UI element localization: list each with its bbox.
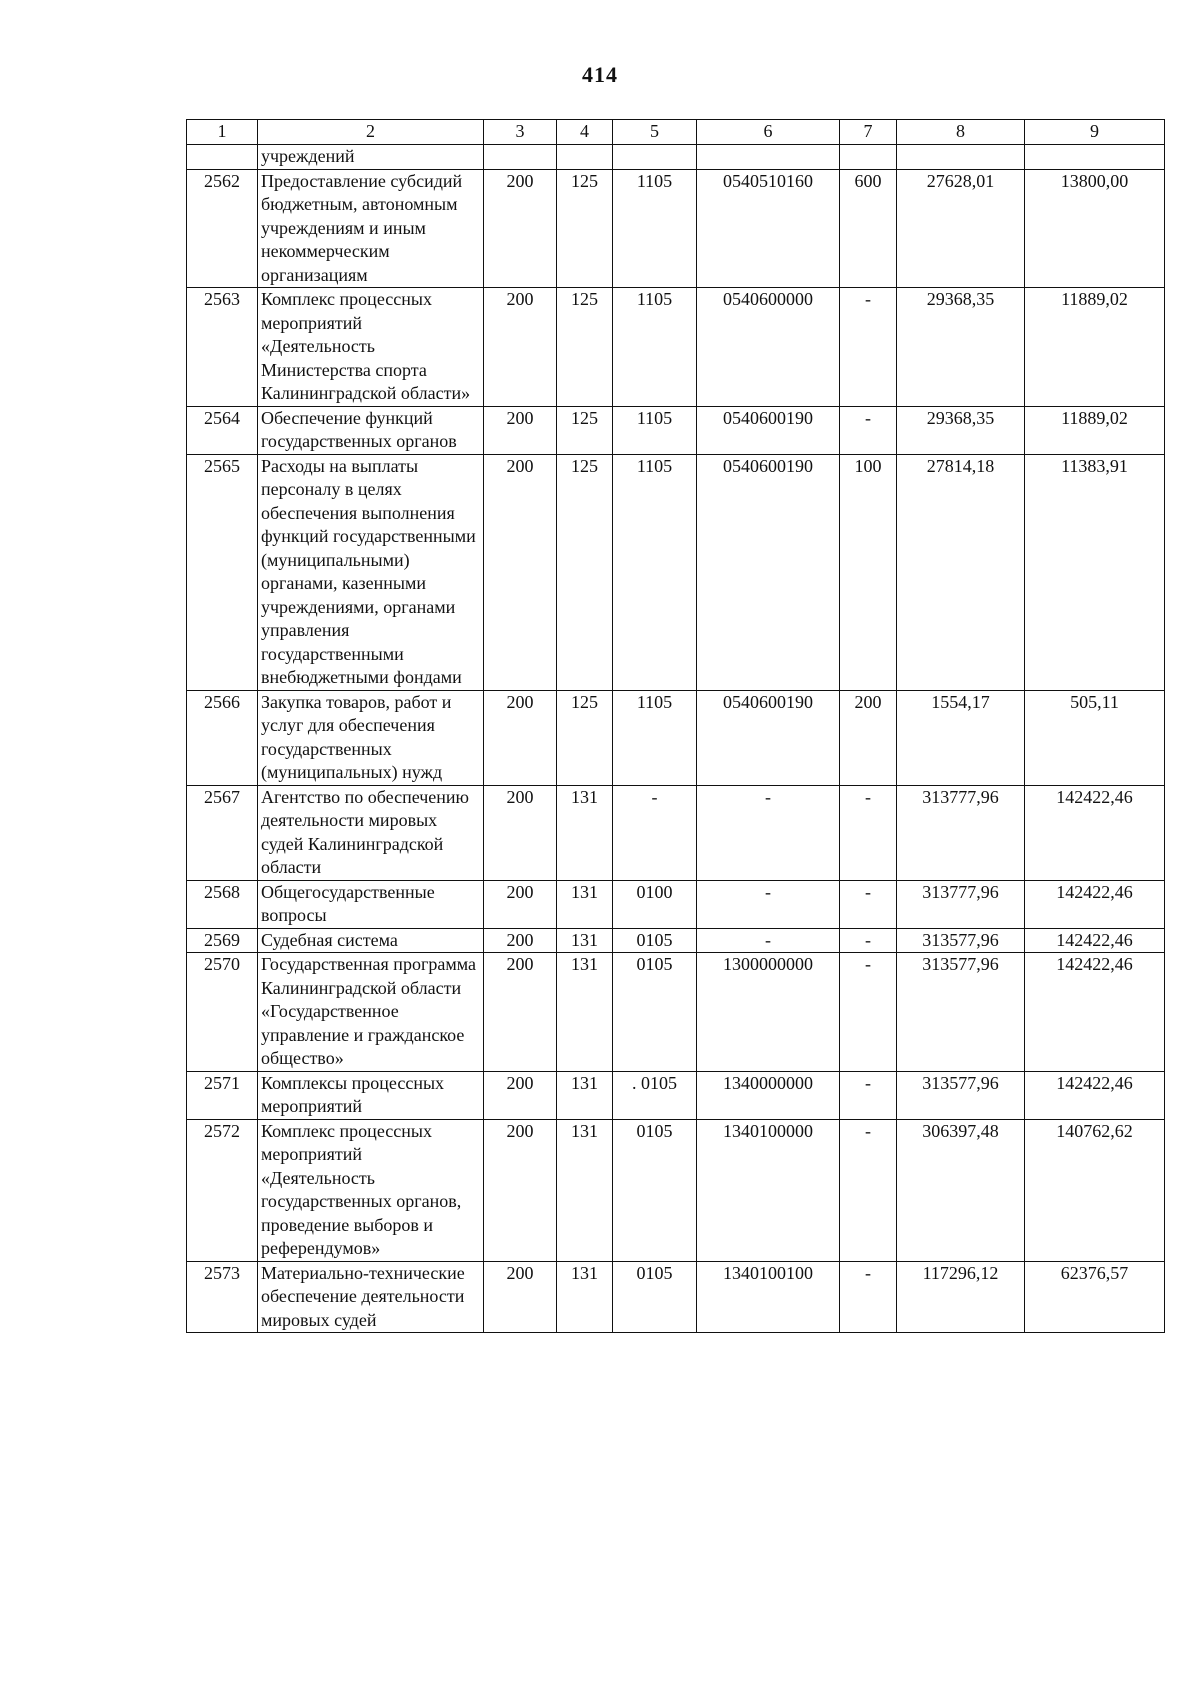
amount-plan-cell: 1554,17	[897, 690, 1025, 785]
section-code-cell: 0105	[613, 1119, 697, 1261]
expense-type-cell: -	[840, 880, 897, 928]
department-code-cell: 125	[557, 454, 613, 690]
row-name-cell: Комплекс процессных мероприятий «Деятельность государственных органов, проведение выборов и референдумов»	[258, 1119, 484, 1261]
amount-plan-cell: 117296,12	[897, 1261, 1025, 1333]
row-name-cell: Материально-технические обеспечение деятельности мировых судей	[258, 1261, 484, 1333]
admin-code-cell: 200	[484, 690, 557, 785]
admin-code-cell: 200	[484, 785, 557, 880]
section-code-cell: . 0105	[613, 1071, 697, 1119]
expense-type-cell: -	[840, 406, 897, 454]
table-row	[187, 785, 1165, 880]
admin-code-cell: 200	[484, 1119, 557, 1261]
row-number-cell: 2564	[187, 406, 258, 454]
department-code-cell: 131	[557, 1071, 613, 1119]
amount-actual-cell: 13800,00	[1025, 169, 1165, 288]
header-cell: 2	[258, 120, 484, 145]
expense-type-cell: -	[840, 1071, 897, 1119]
amount-plan-cell: 306397,48	[897, 1119, 1025, 1261]
amount-plan-cell: 29368,35	[897, 406, 1025, 454]
row-number-cell	[187, 145, 258, 170]
department-code-cell: 125	[557, 288, 613, 407]
empty-cell	[484, 145, 557, 170]
empty-cell	[557, 145, 613, 170]
amount-plan-cell: 313577,96	[897, 1071, 1025, 1119]
row-name-cell: Обеспечение функций государственных органов	[258, 406, 484, 454]
budget-table	[186, 119, 1165, 1333]
row-name-cell: Комплексы процессных мероприятий	[258, 1071, 484, 1119]
row-name-cell: Государственная программа Калининградской области «Государственное управление и гражданское общество»	[258, 953, 484, 1072]
target-article-cell: 0540510160	[697, 169, 840, 288]
admin-code-cell: 200	[484, 288, 557, 407]
table-row	[187, 880, 1165, 928]
section-code-cell: 0105	[613, 928, 697, 953]
target-article-cell: 1340100100	[697, 1261, 840, 1333]
table-row	[187, 690, 1165, 785]
row-number-cell: 2563	[187, 288, 258, 407]
amount-actual-cell: 11889,02	[1025, 406, 1165, 454]
admin-code-cell: 200	[484, 928, 557, 953]
expense-type-cell: 200	[840, 690, 897, 785]
admin-code-cell: 200	[484, 953, 557, 1072]
target-article-cell: -	[697, 880, 840, 928]
department-code-cell: 131	[557, 1261, 613, 1333]
admin-code-cell: 200	[484, 169, 557, 288]
table-row	[187, 1119, 1165, 1261]
table-row	[187, 928, 1165, 953]
amount-plan-cell: 313577,96	[897, 928, 1025, 953]
amount-plan-cell: 27628,01	[897, 169, 1025, 288]
table-row	[187, 406, 1165, 454]
row-number-cell: 2569	[187, 928, 258, 953]
row-number-cell: 2573	[187, 1261, 258, 1333]
amount-actual-cell: 62376,57	[1025, 1261, 1165, 1333]
target-article-cell: 0540600000	[697, 288, 840, 407]
section-code-cell: -	[613, 785, 697, 880]
section-code-cell: 0105	[613, 1261, 697, 1333]
page-number: 414	[582, 62, 618, 87]
row-number-cell: 2566	[187, 690, 258, 785]
expense-type-cell: -	[840, 1119, 897, 1261]
table-row	[187, 169, 1165, 288]
amount-plan-cell: 313577,96	[897, 953, 1025, 1072]
header-cell: 5	[613, 120, 697, 145]
row-name-cell: учреждений	[258, 145, 484, 170]
target-article-cell: 0540600190	[697, 406, 840, 454]
table-row	[187, 454, 1165, 690]
empty-cell	[697, 145, 840, 170]
row-number-cell: 2568	[187, 880, 258, 928]
table-row	[187, 953, 1165, 1072]
department-code-cell: 131	[557, 1119, 613, 1261]
row-name-cell: Судебная система	[258, 928, 484, 953]
department-code-cell: 125	[557, 690, 613, 785]
amount-plan-cell: 29368,35	[897, 288, 1025, 407]
target-article-cell: -	[697, 928, 840, 953]
expense-type-cell: -	[840, 785, 897, 880]
amount-plan-cell: 313777,96	[897, 785, 1025, 880]
department-code-cell: 125	[557, 169, 613, 288]
row-number-cell: 2565	[187, 454, 258, 690]
header-cell: 8	[897, 120, 1025, 145]
amount-actual-cell: 142422,46	[1025, 928, 1165, 953]
empty-cell	[840, 145, 897, 170]
empty-cell	[613, 145, 697, 170]
admin-code-cell: 200	[484, 406, 557, 454]
row-name-cell: Комплекс процессных мероприятий «Деятельность Министерства спорта Калининградской области»	[258, 288, 484, 407]
target-article-cell: 0540600190	[697, 690, 840, 785]
amount-actual-cell: 140762,62	[1025, 1119, 1165, 1261]
empty-cell	[897, 145, 1025, 170]
row-name-cell: Закупка товаров, работ и услуг для обеспечения государственных (муниципальных) нужд	[258, 690, 484, 785]
continuation-row	[187, 145, 1165, 170]
row-name-cell: Общегосударственные вопросы	[258, 880, 484, 928]
section-code-cell: 1105	[613, 690, 697, 785]
section-code-cell: 0100	[613, 880, 697, 928]
admin-code-cell: 200	[484, 1261, 557, 1333]
table-row	[187, 1071, 1165, 1119]
department-code-cell: 131	[557, 880, 613, 928]
header-row	[187, 120, 1165, 145]
expense-type-cell: 600	[840, 169, 897, 288]
amount-actual-cell: 142422,46	[1025, 880, 1165, 928]
row-number-cell: 2567	[187, 785, 258, 880]
admin-code-cell: 200	[484, 454, 557, 690]
target-article-cell: 0540600190	[697, 454, 840, 690]
section-code-cell: 1105	[613, 169, 697, 288]
section-code-cell: 0105	[613, 953, 697, 1072]
section-code-cell: 1105	[613, 288, 697, 407]
amount-actual-cell: 142422,46	[1025, 1071, 1165, 1119]
amount-actual-cell: 505,11	[1025, 690, 1165, 785]
header-cell: 6	[697, 120, 840, 145]
amount-actual-cell: 142422,46	[1025, 785, 1165, 880]
row-number-cell: 2562	[187, 169, 258, 288]
row-name-cell: Предоставление субсидий бюджетным, автономным учреждениям и иным некоммерческим организациям	[258, 169, 484, 288]
header-cell: 4	[557, 120, 613, 145]
expense-type-cell: -	[840, 288, 897, 407]
expense-type-cell: -	[840, 928, 897, 953]
row-number-cell: 2571	[187, 1071, 258, 1119]
department-code-cell: 131	[557, 928, 613, 953]
row-number-cell: 2572	[187, 1119, 258, 1261]
target-article-cell: 1300000000	[697, 953, 840, 1072]
amount-actual-cell: 11383,91	[1025, 454, 1165, 690]
target-article-cell: 1340000000	[697, 1071, 840, 1119]
admin-code-cell: 200	[484, 1071, 557, 1119]
expense-type-cell: -	[840, 953, 897, 1072]
row-name-cell: Агентство по обеспечению деятельности мировых судей Калининградской области	[258, 785, 484, 880]
target-article-cell: 1340100000	[697, 1119, 840, 1261]
amount-plan-cell: 313777,96	[897, 880, 1025, 928]
amount-actual-cell: 142422,46	[1025, 953, 1165, 1072]
row-name-cell: Расходы на выплаты персоналу в целях обеспечения выполнения функций государственными (муниципальными) органами, казенными учреждениями, органами управления государственными внебюджетными фондами	[258, 454, 484, 690]
target-article-cell: -	[697, 785, 840, 880]
row-number-cell: 2570	[187, 953, 258, 1072]
header-cell: 7	[840, 120, 897, 145]
section-code-cell: 1105	[613, 454, 697, 690]
header-cell: 1	[187, 120, 258, 145]
amount-plan-cell: 27814,18	[897, 454, 1025, 690]
department-code-cell: 125	[557, 406, 613, 454]
amount-actual-cell: 11889,02	[1025, 288, 1165, 407]
section-code-cell: 1105	[613, 406, 697, 454]
expense-type-cell: 100	[840, 454, 897, 690]
expense-type-cell: -	[840, 1261, 897, 1333]
header-cell: 3	[484, 120, 557, 145]
table-row	[187, 1261, 1165, 1333]
department-code-cell: 131	[557, 953, 613, 1072]
admin-code-cell: 200	[484, 880, 557, 928]
table-row	[187, 288, 1165, 407]
department-code-cell: 131	[557, 785, 613, 880]
empty-cell	[1025, 145, 1165, 170]
header-cell: 9	[1025, 120, 1165, 145]
